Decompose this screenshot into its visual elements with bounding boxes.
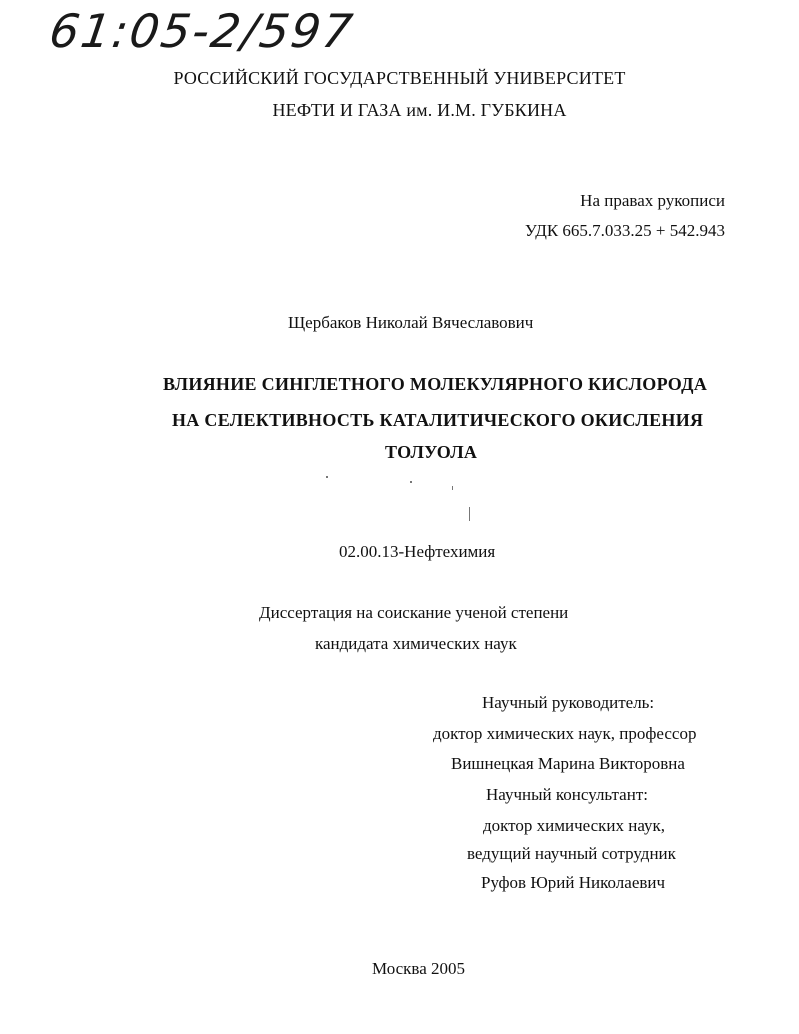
thesis-title-line3: ТОЛУОЛА xyxy=(385,442,478,462)
consultant-label: Научный консультант: xyxy=(486,785,648,804)
university-name-line1: РОССИЙСКИЙ ГОСУДАРСТВЕННЫЙ УНИВЕРСИТЕТ xyxy=(173,68,626,88)
consultant-position: ведущий научный сотрудник xyxy=(467,844,676,863)
scan-speck xyxy=(410,481,412,483)
dissertation-line2: кандидата химических наук xyxy=(315,634,517,653)
supervisor-degree: доктор химических наук, профессор xyxy=(433,724,697,743)
consultant-degree: доктор химических наук, xyxy=(483,816,666,835)
thesis-title-line2: НА СЕЛЕКТИВНОСТЬ КАТАЛИТИЧЕСКОГО ОКИСЛЕНИЯ xyxy=(172,410,704,430)
specialty-code: 02.00.13-Нефтехимия xyxy=(339,542,496,561)
scan-speck xyxy=(452,486,453,490)
thesis-title-line1: ВЛИЯНИЕ СИНГЛЕТНОГО МОЛЕКУЛЯРНОГО КИСЛОРОДА xyxy=(163,374,708,394)
supervisor-name: Вишнецкая Марина Викторовна xyxy=(451,754,685,773)
scan-speck xyxy=(326,476,328,478)
author-name: Щербаков Николай Вячеславович xyxy=(288,313,534,332)
scan-mark xyxy=(469,507,470,521)
handwritten-archive-number: 61:05-2/597 xyxy=(46,4,358,58)
supervisor-label: Научный руководитель: xyxy=(482,693,655,712)
udc-code: УДК 665.7.033.25 + 542.943 xyxy=(524,221,725,240)
consultant-name: Руфов Юрий Николаевич xyxy=(481,873,666,892)
university-name-line2: НЕФТИ И ГАЗА им. И.М. ГУБКИНА xyxy=(272,100,567,120)
city-year: Москва 2005 xyxy=(372,959,466,978)
dissertation-line1: Диссертация на соискание ученой степени xyxy=(259,603,569,622)
rights-label: На правах рукописи xyxy=(580,191,725,210)
